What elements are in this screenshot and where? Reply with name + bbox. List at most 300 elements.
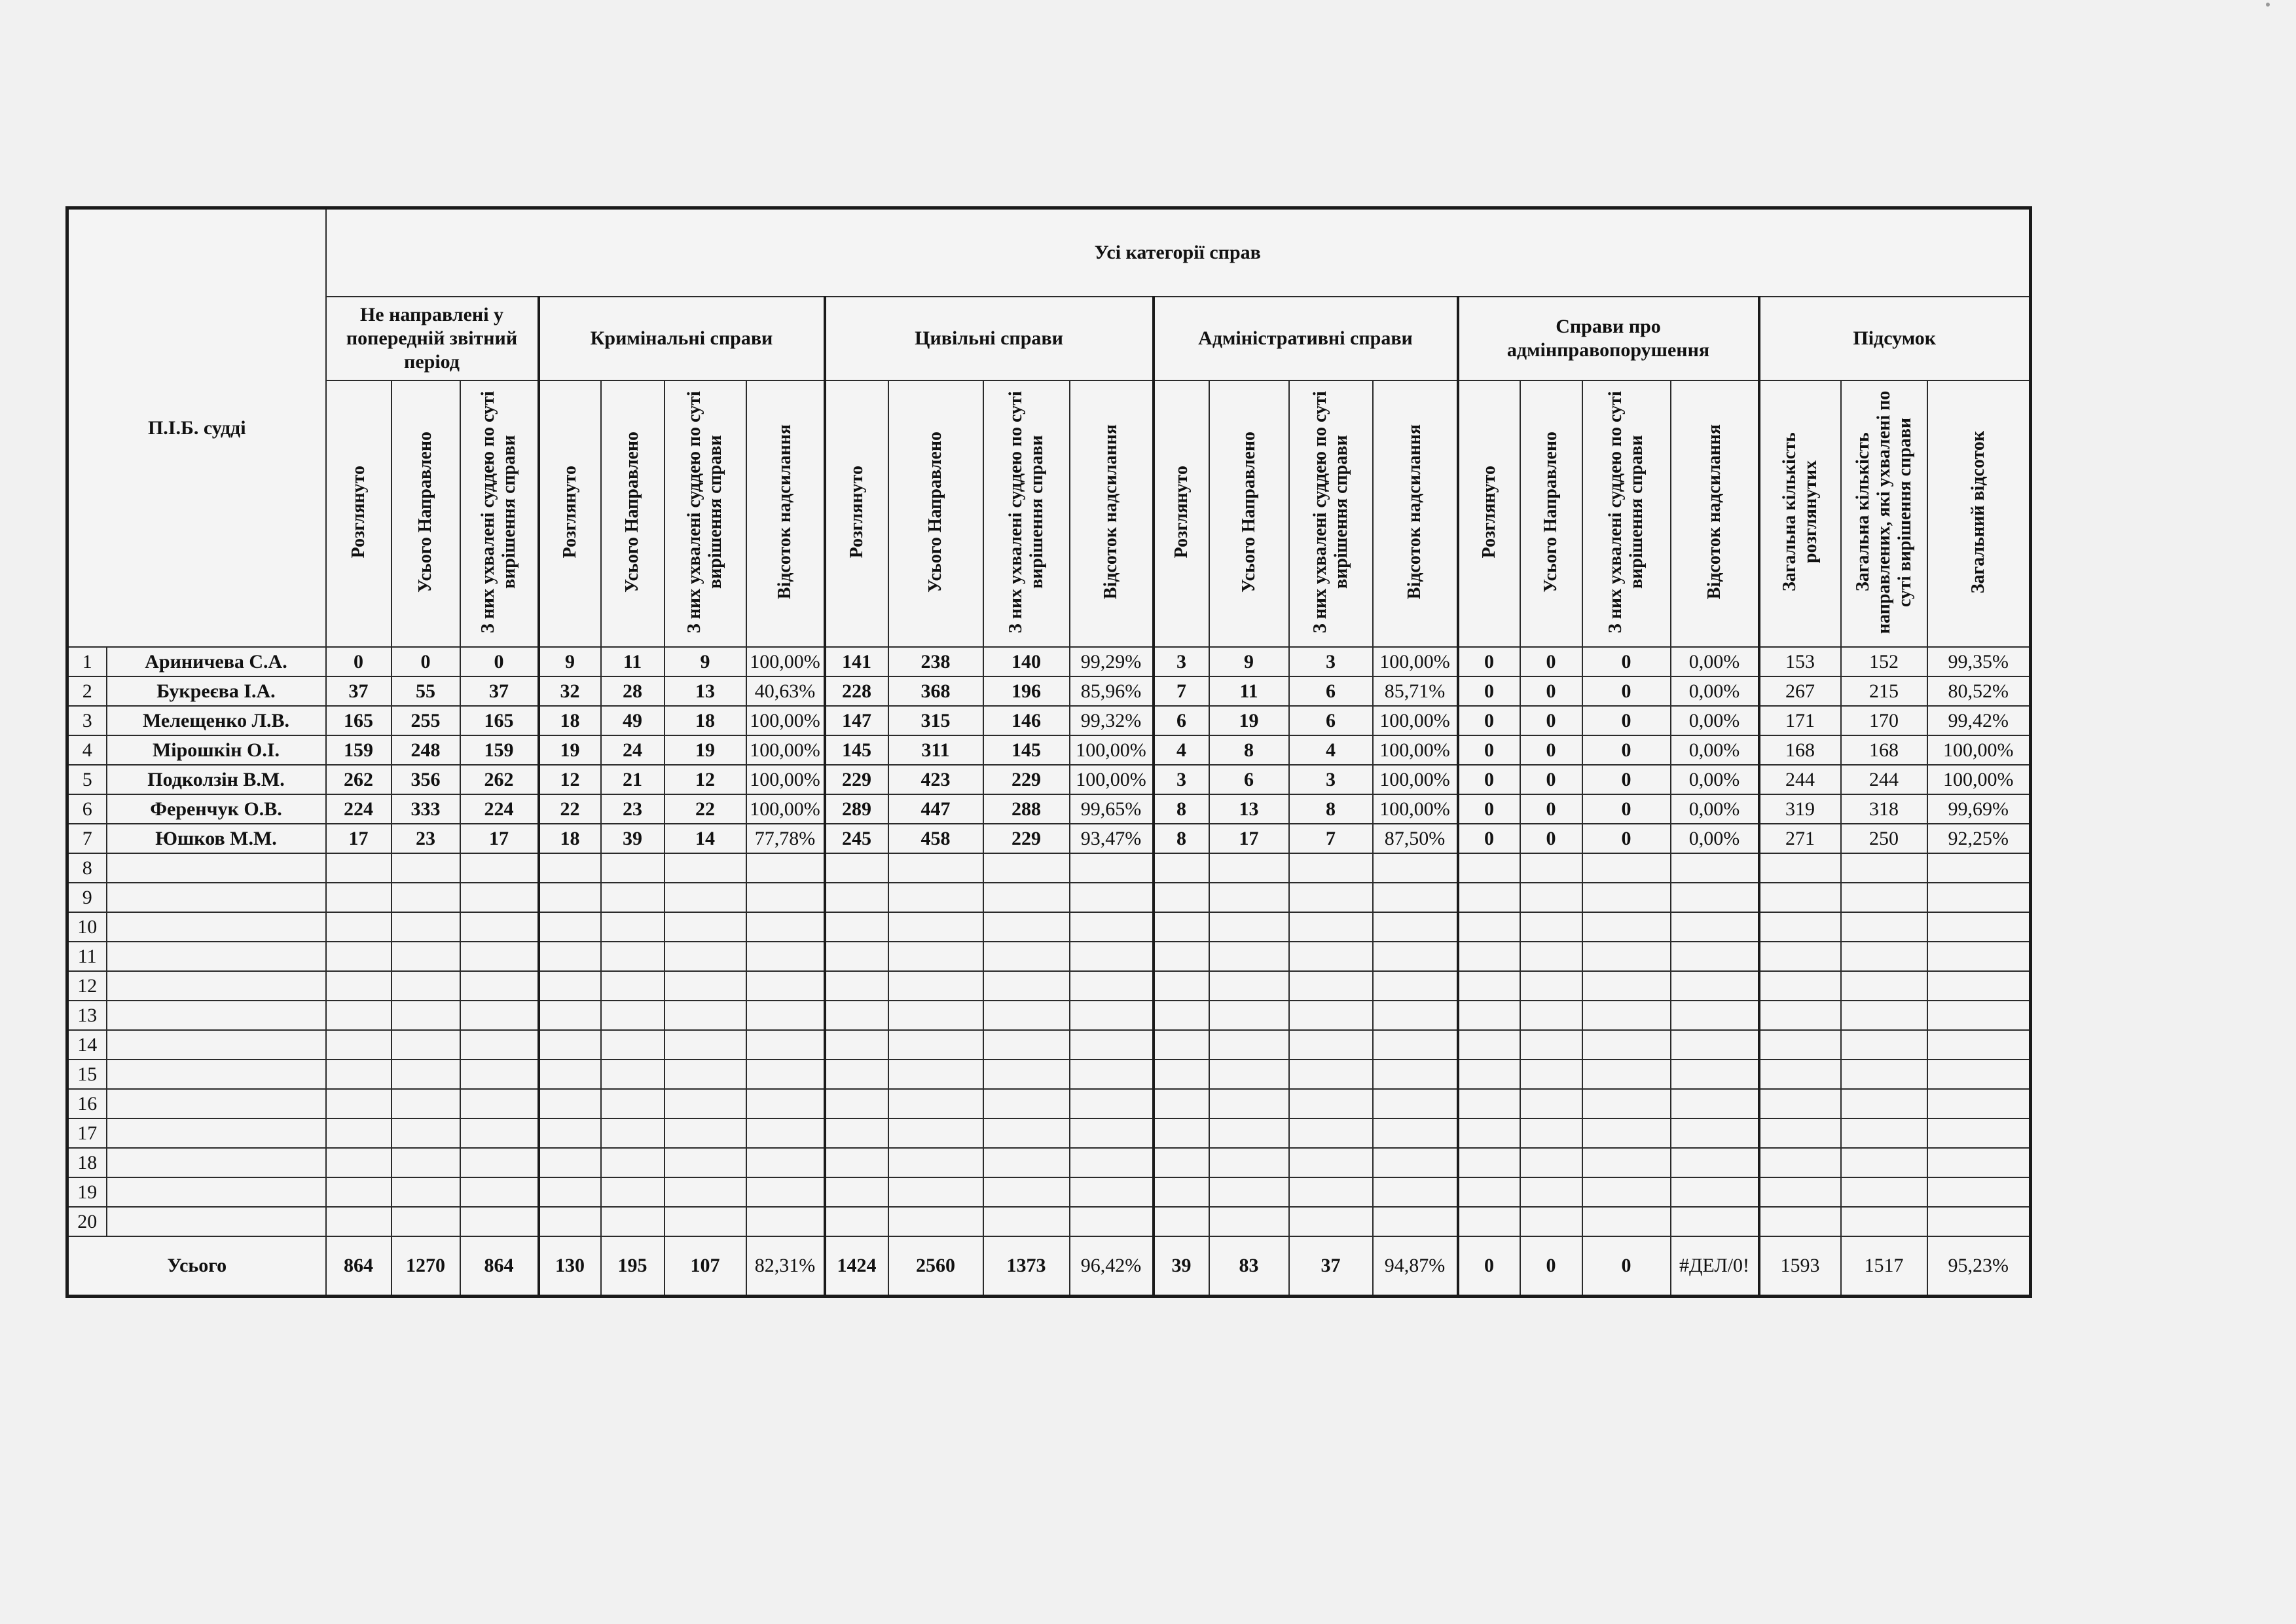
- table-cell: 255: [392, 706, 460, 735]
- table-cell: [1154, 853, 1209, 883]
- table-cell: 0: [1458, 794, 1520, 824]
- table-cell: 319: [1759, 794, 1841, 824]
- table-cell: [1671, 1148, 1759, 1177]
- table-cell: [1070, 1177, 1154, 1207]
- table-cell: [1154, 1118, 1209, 1148]
- table-cell: [1927, 1148, 2031, 1177]
- column-header-label: Відсоток надсилання: [1101, 424, 1121, 600]
- column-header-label: З них ухвалені суддею по суті вирішення справи: [1309, 391, 1351, 633]
- column-header-label: Усього Направлено: [1238, 432, 1259, 593]
- table-cell: 100,00%: [1070, 765, 1154, 794]
- table-cell: [825, 1030, 888, 1060]
- table-cell: [1927, 853, 2031, 883]
- table-cell: [1289, 1207, 1373, 1236]
- total-cell: 0: [1582, 1236, 1671, 1297]
- table-cell: 447: [888, 794, 983, 824]
- total-cell: 37: [1289, 1236, 1373, 1297]
- table-cell: 333: [392, 794, 460, 824]
- table-cell: [601, 1177, 665, 1207]
- judge-name: [107, 971, 326, 1001]
- table-cell: [1520, 883, 1582, 912]
- row-number: 9: [67, 883, 107, 912]
- table-cell: [1759, 1001, 1841, 1030]
- table-cell: [1520, 1089, 1582, 1118]
- table-cell: [1458, 912, 1520, 942]
- total-cell: 1517: [1841, 1236, 1927, 1297]
- table-cell: [1927, 1001, 2031, 1030]
- table-cell: 152: [1841, 647, 1927, 676]
- table-cell: [665, 1089, 746, 1118]
- table-cell: 0: [392, 647, 460, 676]
- table-cell: [1070, 1118, 1154, 1148]
- table-cell: [746, 942, 825, 971]
- table-cell: 100,00%: [746, 765, 825, 794]
- table-cell: [1289, 883, 1373, 912]
- table-cell: [1927, 1177, 2031, 1207]
- table-cell: 18: [539, 706, 601, 735]
- table-cell: [1154, 883, 1209, 912]
- row-number: 3: [67, 706, 107, 735]
- table-cell: [1759, 1030, 1841, 1060]
- table-cell: 19: [665, 735, 746, 765]
- table-cell: 0,00%: [1671, 647, 1759, 676]
- table-cell: [326, 1148, 392, 1177]
- table-cell: [888, 1207, 983, 1236]
- table-cell: [1373, 942, 1458, 971]
- total-cell: 864: [326, 1236, 392, 1297]
- table-cell: [1458, 942, 1520, 971]
- table-cell: 0: [1458, 824, 1520, 853]
- total-cell: 82,31%: [746, 1236, 825, 1297]
- table-cell: [1582, 1148, 1671, 1177]
- table-cell: [1209, 942, 1289, 971]
- total-row: [67, 1236, 2031, 1297]
- table-cell: [746, 853, 825, 883]
- table-cell: [1373, 1060, 1458, 1089]
- table-cell: 168: [1759, 735, 1841, 765]
- table-cell: [983, 1060, 1070, 1089]
- table-cell: 140: [983, 647, 1070, 676]
- table-cell: 215: [1841, 676, 1927, 706]
- table-cell: [1671, 1089, 1759, 1118]
- table-cell: [392, 1207, 460, 1236]
- judge-name: Мірошкін О.І.: [107, 735, 326, 765]
- table-cell: 100,00%: [1373, 765, 1458, 794]
- table-cell: [1671, 1118, 1759, 1148]
- table-cell: [1927, 883, 2031, 912]
- judge-name: [107, 942, 326, 971]
- table-cell: 100,00%: [746, 647, 825, 676]
- table-cell: [1154, 942, 1209, 971]
- table-cell: [1582, 971, 1671, 1001]
- table-cell: 8: [1209, 735, 1289, 765]
- table-cell: 262: [326, 765, 392, 794]
- table-cell: [601, 971, 665, 1001]
- row-number: 2: [67, 676, 107, 706]
- table-cell: 100,00%: [746, 706, 825, 735]
- column-header: [326, 380, 392, 647]
- table-cell: 92,25%: [1927, 824, 2031, 853]
- table-cell: 100,00%: [1373, 794, 1458, 824]
- judge-name: [107, 1118, 326, 1148]
- group-header: Справи про адмінправопорушення: [1458, 297, 1759, 380]
- column-header-label: Відсоток надсилання: [774, 424, 795, 600]
- table-cell: [1154, 1207, 1209, 1236]
- table-cell: [460, 1030, 539, 1060]
- total-cell: 107: [665, 1236, 746, 1297]
- column-header: [746, 380, 825, 647]
- table-cell: 248: [392, 735, 460, 765]
- table-cell: 9: [539, 647, 601, 676]
- table-row: [67, 1118, 2031, 1148]
- table-cell: [1070, 942, 1154, 971]
- table-cell: [1209, 1177, 1289, 1207]
- table-cell: [888, 1089, 983, 1118]
- row-number: 8: [67, 853, 107, 883]
- row-number: 14: [67, 1030, 107, 1060]
- table-cell: [539, 1089, 601, 1118]
- table-cell: [1458, 1177, 1520, 1207]
- table-cell: 0: [1520, 676, 1582, 706]
- table-cell: [1289, 853, 1373, 883]
- all-categories-title: Усі категорії справ: [326, 208, 2031, 297]
- table-cell: [1070, 1148, 1154, 1177]
- table-cell: [1927, 1207, 2031, 1236]
- table-cell: [1458, 971, 1520, 1001]
- table-cell: [392, 971, 460, 1001]
- table-cell: [392, 1118, 460, 1148]
- table-row: [67, 1207, 2031, 1236]
- table-cell: 267: [1759, 676, 1841, 706]
- table-cell: [601, 1207, 665, 1236]
- column-header: [1759, 380, 1841, 647]
- table-cell: [825, 1089, 888, 1118]
- table-cell: 271: [1759, 824, 1841, 853]
- table-cell: 9: [1209, 647, 1289, 676]
- total-cell: 1373: [983, 1236, 1070, 1297]
- table-cell: [983, 1030, 1070, 1060]
- table-cell: [1209, 1089, 1289, 1118]
- column-header: [665, 380, 746, 647]
- table-cell: 11: [601, 647, 665, 676]
- table-cell: [326, 1060, 392, 1089]
- table-cell: [539, 1060, 601, 1089]
- table-cell: 7: [1154, 676, 1209, 706]
- table-cell: 171: [1759, 706, 1841, 735]
- column-header-label: Розглянуто: [1478, 466, 1499, 559]
- table-cell: [1759, 883, 1841, 912]
- judge-name: [107, 1060, 326, 1089]
- table-cell: [539, 1001, 601, 1030]
- table-cell: 100,00%: [1927, 765, 2031, 794]
- table-cell: 99,29%: [1070, 647, 1154, 676]
- table-cell: [1759, 1207, 1841, 1236]
- total-cell: 864: [460, 1236, 539, 1297]
- table-cell: [1759, 912, 1841, 942]
- row-number: 5: [67, 765, 107, 794]
- table-row: [67, 971, 2031, 1001]
- column-header: [1070, 380, 1154, 647]
- table-cell: [983, 912, 1070, 942]
- table-cell: [601, 912, 665, 942]
- table-cell: [1209, 1001, 1289, 1030]
- table-cell: [1289, 1089, 1373, 1118]
- table-cell: [1154, 1177, 1209, 1207]
- total-cell: 39: [1154, 1236, 1209, 1297]
- table-body: [67, 647, 2031, 1236]
- column-header-label: Відсоток надсилання: [1704, 424, 1724, 600]
- judge-name: [107, 883, 326, 912]
- table-row: [67, 1060, 2031, 1089]
- table-cell: [1671, 1030, 1759, 1060]
- table-cell: [1841, 883, 1927, 912]
- group-header: Підсумок: [1759, 297, 2031, 380]
- judge-name: [107, 1030, 326, 1060]
- total-label: Усього: [67, 1236, 326, 1297]
- table-cell: 356: [392, 765, 460, 794]
- table-cell: [1373, 1030, 1458, 1060]
- table-cell: 6: [1289, 706, 1373, 735]
- table-cell: 0: [1520, 706, 1582, 735]
- table-cell: [539, 1148, 601, 1177]
- table-cell: 99,69%: [1927, 794, 2031, 824]
- table-cell: [825, 1118, 888, 1148]
- table-cell: [1671, 883, 1759, 912]
- table-cell: [1154, 1001, 1209, 1030]
- table-row: [67, 1177, 2031, 1207]
- judge-name: Подколзін В.М.: [107, 765, 326, 794]
- column-header-label: Усього Направлено: [415, 432, 435, 593]
- column-header-label: Розглянуто: [348, 466, 369, 559]
- column-header-label: З них ухвалені суддею по суті вирішення справи: [1005, 391, 1047, 633]
- table-cell: [1671, 1177, 1759, 1207]
- table-cell: [326, 1207, 392, 1236]
- table-cell: 17: [326, 824, 392, 853]
- row-number: 20: [67, 1207, 107, 1236]
- table-cell: [1289, 971, 1373, 1001]
- column-header: [1209, 380, 1289, 647]
- table-cell: [1209, 883, 1289, 912]
- table-cell: [1070, 883, 1154, 912]
- row-number: 15: [67, 1060, 107, 1089]
- table-cell: [1520, 853, 1582, 883]
- table-cell: [1671, 942, 1759, 971]
- total-cell: 96,42%: [1070, 1236, 1154, 1297]
- column-header-label: Загальна кількість направлених, які ухвалені по суті вирішення справи: [1852, 390, 1915, 634]
- table-cell: [1458, 1148, 1520, 1177]
- column-header-label: Усього Направлено: [1540, 432, 1561, 593]
- table-cell: [888, 912, 983, 942]
- table-cell: [1458, 1001, 1520, 1030]
- table-cell: [825, 1148, 888, 1177]
- table-cell: [539, 1118, 601, 1148]
- table-cell: 18: [539, 824, 601, 853]
- row-number: 10: [67, 912, 107, 942]
- table-cell: 8: [1154, 794, 1209, 824]
- table-cell: 7: [1289, 824, 1373, 853]
- table-cell: 0: [1520, 647, 1582, 676]
- table-cell: [539, 883, 601, 912]
- table-cell: 250: [1841, 824, 1927, 853]
- table-cell: [888, 1118, 983, 1148]
- column-header: [1927, 380, 2031, 647]
- table-cell: [1209, 1118, 1289, 1148]
- table-cell: 22: [665, 794, 746, 824]
- table-cell: [1154, 1060, 1209, 1089]
- table-cell: [983, 1207, 1070, 1236]
- table-cell: 0: [1458, 765, 1520, 794]
- column-header: [460, 380, 539, 647]
- table-cell: 315: [888, 706, 983, 735]
- table-cell: [665, 1001, 746, 1030]
- table-cell: 3: [1154, 765, 1209, 794]
- table-cell: 0: [1582, 765, 1671, 794]
- group-header: Цивільні справи: [825, 297, 1154, 380]
- table-cell: [665, 883, 746, 912]
- table-cell: [1373, 1089, 1458, 1118]
- table-cell: [746, 1030, 825, 1060]
- table-cell: 244: [1759, 765, 1841, 794]
- table-cell: 311: [888, 735, 983, 765]
- table-cell: [1458, 853, 1520, 883]
- group-header: Не направлені у попередній звітний період: [326, 297, 539, 380]
- row-number: 17: [67, 1118, 107, 1148]
- table-cell: [1209, 1207, 1289, 1236]
- table-cell: 100,00%: [746, 794, 825, 824]
- table-cell: 100,00%: [1373, 706, 1458, 735]
- table-cell: [326, 971, 392, 1001]
- total-cell: 83: [1209, 1236, 1289, 1297]
- table-cell: 100,00%: [1927, 735, 2031, 765]
- judges-report-table: [65, 206, 2032, 1298]
- table-cell: [326, 1118, 392, 1148]
- table-cell: 0: [1582, 735, 1671, 765]
- table-cell: 0: [1520, 794, 1582, 824]
- table-cell: 318: [1841, 794, 1927, 824]
- table-cell: [1841, 853, 1927, 883]
- table-cell: [1582, 1207, 1671, 1236]
- table-cell: [460, 883, 539, 912]
- table-cell: 238: [888, 647, 983, 676]
- table-cell: [601, 1118, 665, 1148]
- table-cell: 9: [665, 647, 746, 676]
- group-header: Кримінальні справи: [539, 297, 825, 380]
- table-cell: 99,65%: [1070, 794, 1154, 824]
- table-cell: [326, 912, 392, 942]
- table-cell: 0,00%: [1671, 706, 1759, 735]
- table-cell: [1759, 1177, 1841, 1207]
- table-cell: [1759, 1089, 1841, 1118]
- table-cell: 0: [1458, 735, 1520, 765]
- table-cell: [665, 971, 746, 1001]
- table-row: [67, 824, 2031, 853]
- table-cell: [1070, 1207, 1154, 1236]
- total-cell: 94,87%: [1373, 1236, 1458, 1297]
- table-cell: [1209, 912, 1289, 942]
- table-cell: [983, 1177, 1070, 1207]
- table-cell: [1841, 1177, 1927, 1207]
- group-header-row: [67, 297, 2031, 380]
- column-header: [539, 380, 601, 647]
- table-cell: [1671, 971, 1759, 1001]
- total-cell: 195: [601, 1236, 665, 1297]
- row-number: 1: [67, 647, 107, 676]
- table-cell: [1209, 1030, 1289, 1060]
- column-header: [983, 380, 1070, 647]
- judge-name: [107, 1207, 326, 1236]
- table-cell: [1070, 1030, 1154, 1060]
- table-cell: 17: [460, 824, 539, 853]
- table-cell: 289: [825, 794, 888, 824]
- table-cell: 99,32%: [1070, 706, 1154, 735]
- table-cell: [539, 853, 601, 883]
- table-cell: [326, 1001, 392, 1030]
- table-cell: [392, 1148, 460, 1177]
- table-cell: 8: [1154, 824, 1209, 853]
- table-cell: 0: [1520, 824, 1582, 853]
- table-cell: [1759, 1060, 1841, 1089]
- table-row: [67, 735, 2031, 765]
- table-cell: [1289, 942, 1373, 971]
- table-cell: [460, 912, 539, 942]
- table-cell: [825, 971, 888, 1001]
- judge-name: Юшков М.М.: [107, 824, 326, 853]
- column-header-label: Загальна кількість розглянутих: [1779, 432, 1821, 592]
- table-cell: 0: [1582, 824, 1671, 853]
- table-cell: [1671, 1001, 1759, 1030]
- table-cell: [1927, 1030, 2031, 1060]
- table-cell: 37: [460, 676, 539, 706]
- table-cell: [1927, 971, 2031, 1001]
- table-cell: 23: [601, 794, 665, 824]
- table-cell: 21: [601, 765, 665, 794]
- table-cell: [392, 1060, 460, 1089]
- table-cell: [1671, 912, 1759, 942]
- total-cell: 1424: [825, 1236, 888, 1297]
- table-cell: [1070, 1060, 1154, 1089]
- table-cell: [746, 1177, 825, 1207]
- table-cell: [888, 1001, 983, 1030]
- table-cell: [746, 1148, 825, 1177]
- table-cell: 4: [1289, 735, 1373, 765]
- table-cell: [825, 942, 888, 971]
- table-cell: [539, 971, 601, 1001]
- table-cell: 0: [1582, 647, 1671, 676]
- table-cell: [1927, 942, 2031, 971]
- table-row: [67, 853, 2031, 883]
- table-cell: [1927, 1118, 2031, 1148]
- table-cell: 423: [888, 765, 983, 794]
- table-cell: [539, 1207, 601, 1236]
- column-header: [392, 380, 460, 647]
- table-cell: 0,00%: [1671, 676, 1759, 706]
- table-cell: [888, 1148, 983, 1177]
- table-cell: [1373, 1148, 1458, 1177]
- table-cell: 32: [539, 676, 601, 706]
- column-header: [1671, 380, 1759, 647]
- column-header-label: З них ухвалені суддею по суті вирішення справи: [1605, 391, 1647, 633]
- row-number: 7: [67, 824, 107, 853]
- table-cell: [1070, 853, 1154, 883]
- total-cell: 0: [1520, 1236, 1582, 1297]
- table-cell: 0: [1458, 676, 1520, 706]
- table-cell: [460, 853, 539, 883]
- column-header: [601, 380, 665, 647]
- table-cell: [1927, 1089, 2031, 1118]
- table-cell: [1289, 912, 1373, 942]
- table-cell: [326, 853, 392, 883]
- table-cell: 85,71%: [1373, 676, 1458, 706]
